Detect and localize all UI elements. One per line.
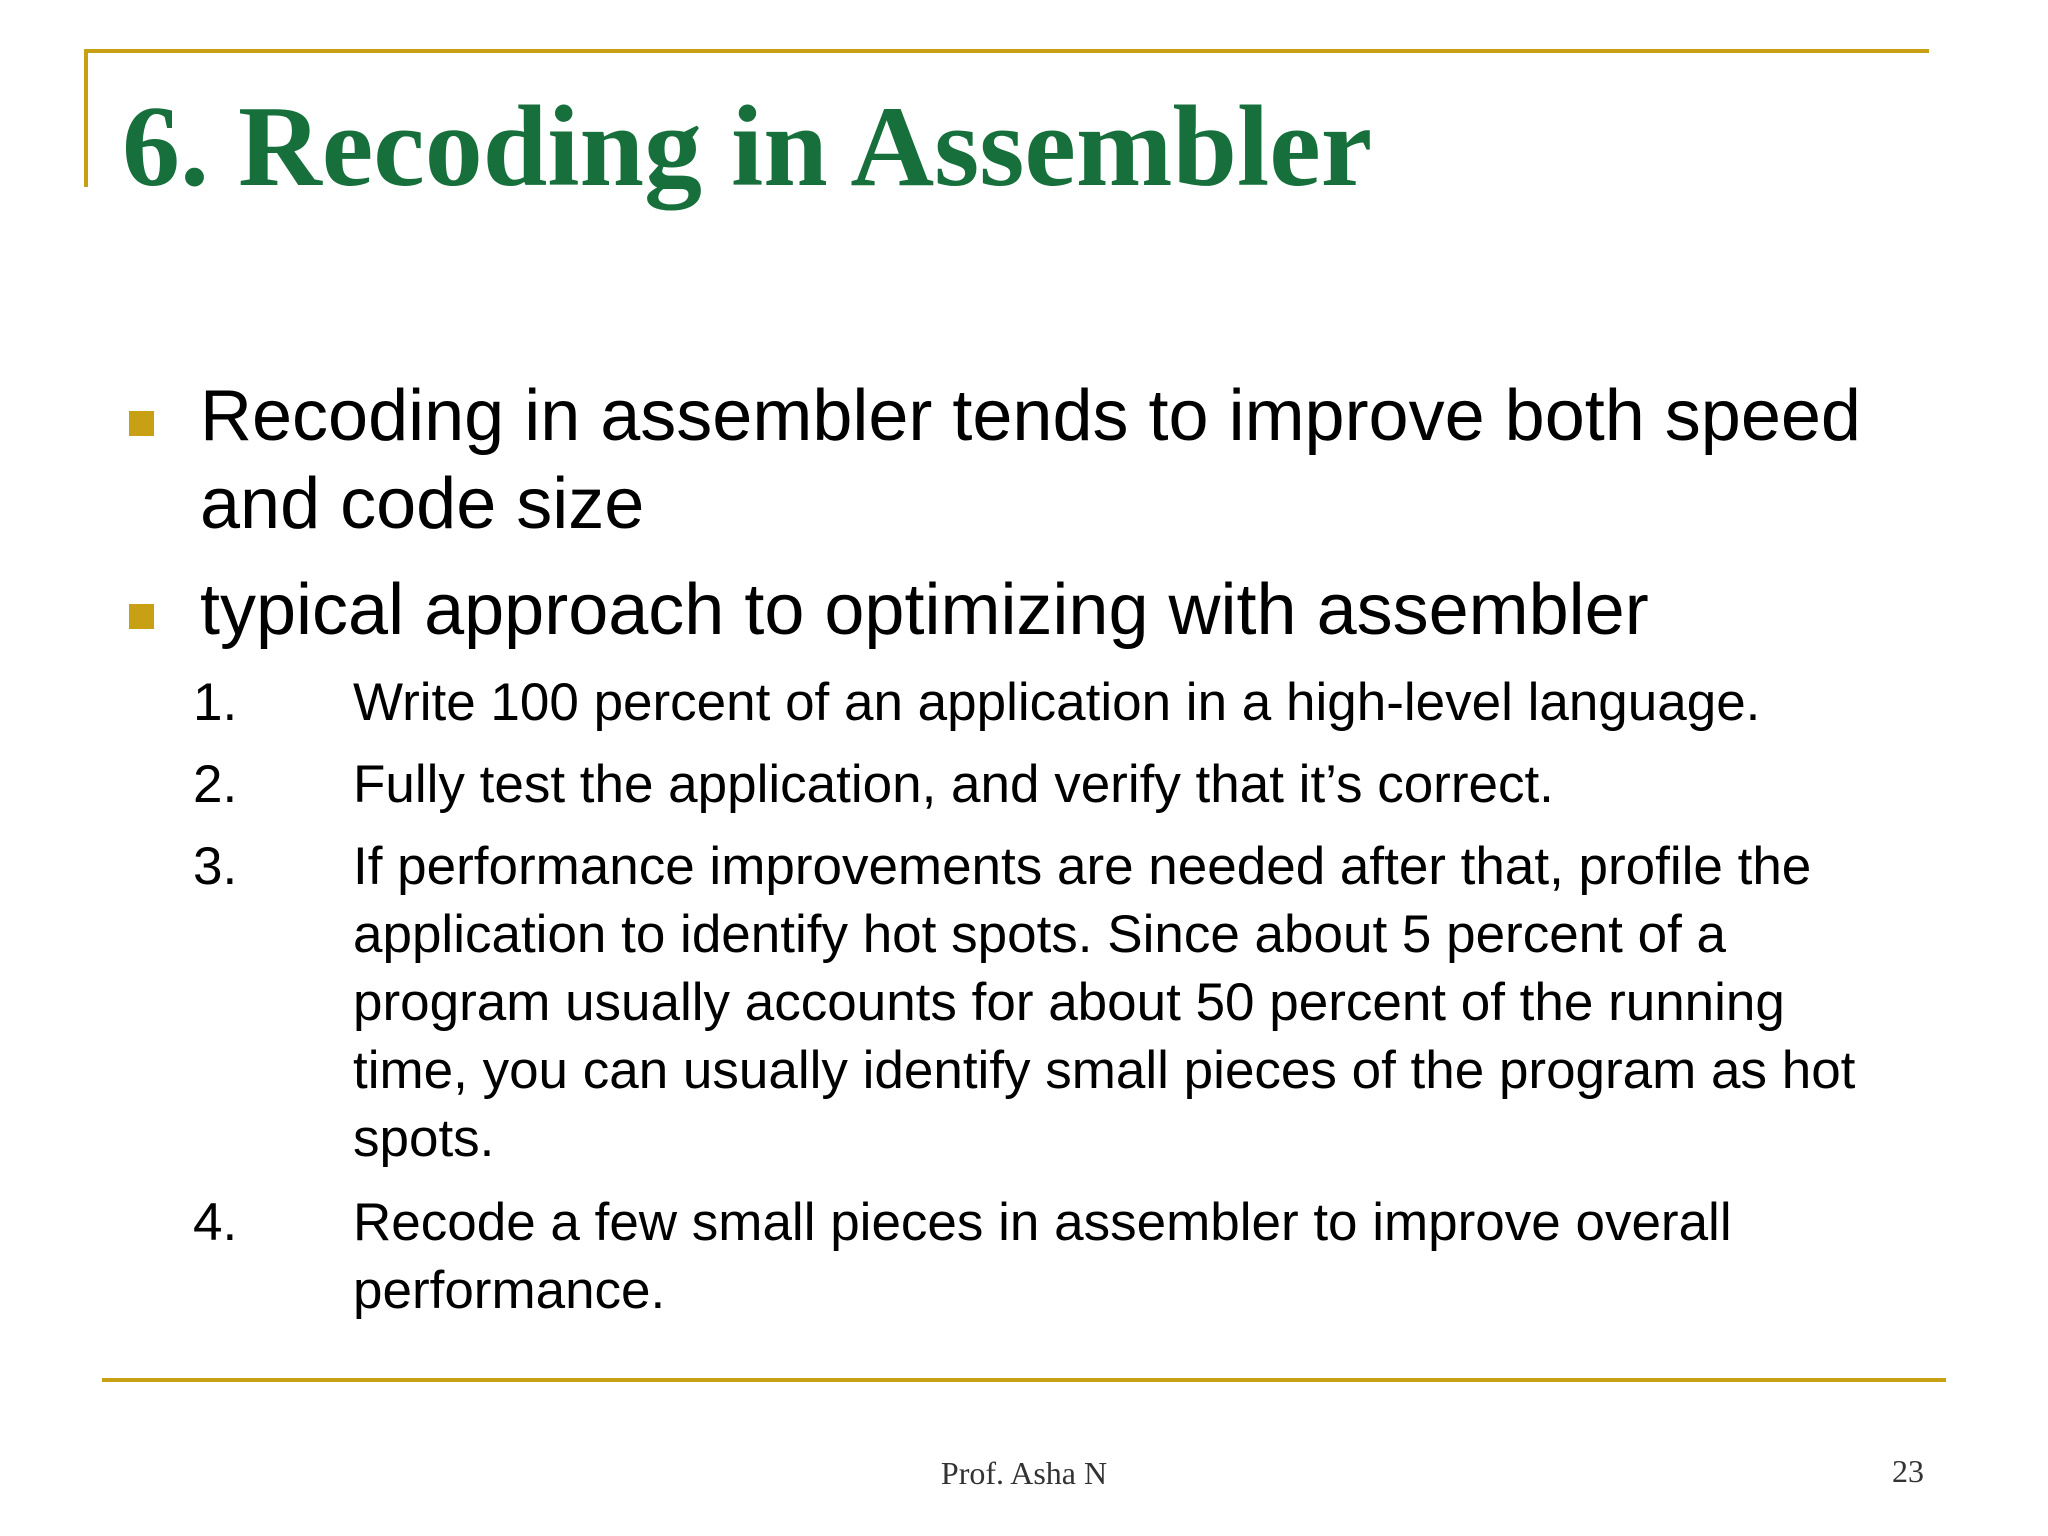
step-item xyxy=(193,833,1913,1173)
step-number: 2. xyxy=(193,755,238,814)
left-accent-line xyxy=(84,49,88,187)
step-text: If performance improvements are needed after that, profile the application to identify hot spots. Since about 5 percent of a program usually accounts for about 50 percent of the running time, you can usually identify small pieces of the program as hot spots. xyxy=(353,837,1856,1168)
top-divider-line xyxy=(84,49,1929,53)
slide-title: 6. Recoding in Assembler xyxy=(122,83,1373,211)
bullet-square-icon xyxy=(129,411,154,436)
step-item xyxy=(193,669,1913,737)
footer-author: Prof. Asha N xyxy=(940,1455,1108,1491)
bullet-text: Recoding in assembler tends to improve both speed and code size xyxy=(200,376,1861,544)
page-number: 23 xyxy=(1892,1453,1924,1489)
step-number: 3. xyxy=(193,837,238,896)
bullet-text: typical approach to optimizing with assembler xyxy=(200,570,1649,650)
step-item xyxy=(193,1189,1913,1325)
step-text: Recode a few small pieces in assembler to improve overall performance. xyxy=(353,1193,1732,1320)
step-text: Write 100 percent of an application in a high-level language. xyxy=(353,673,1761,732)
bottom-divider-line xyxy=(102,1378,1946,1382)
bullet-square-icon xyxy=(129,604,154,629)
step-text: Fully test the application, and verify that it’s correct. xyxy=(353,755,1554,814)
step-item xyxy=(193,751,1913,819)
step-number: 1. xyxy=(193,673,238,732)
step-number: 4. xyxy=(193,1193,238,1252)
